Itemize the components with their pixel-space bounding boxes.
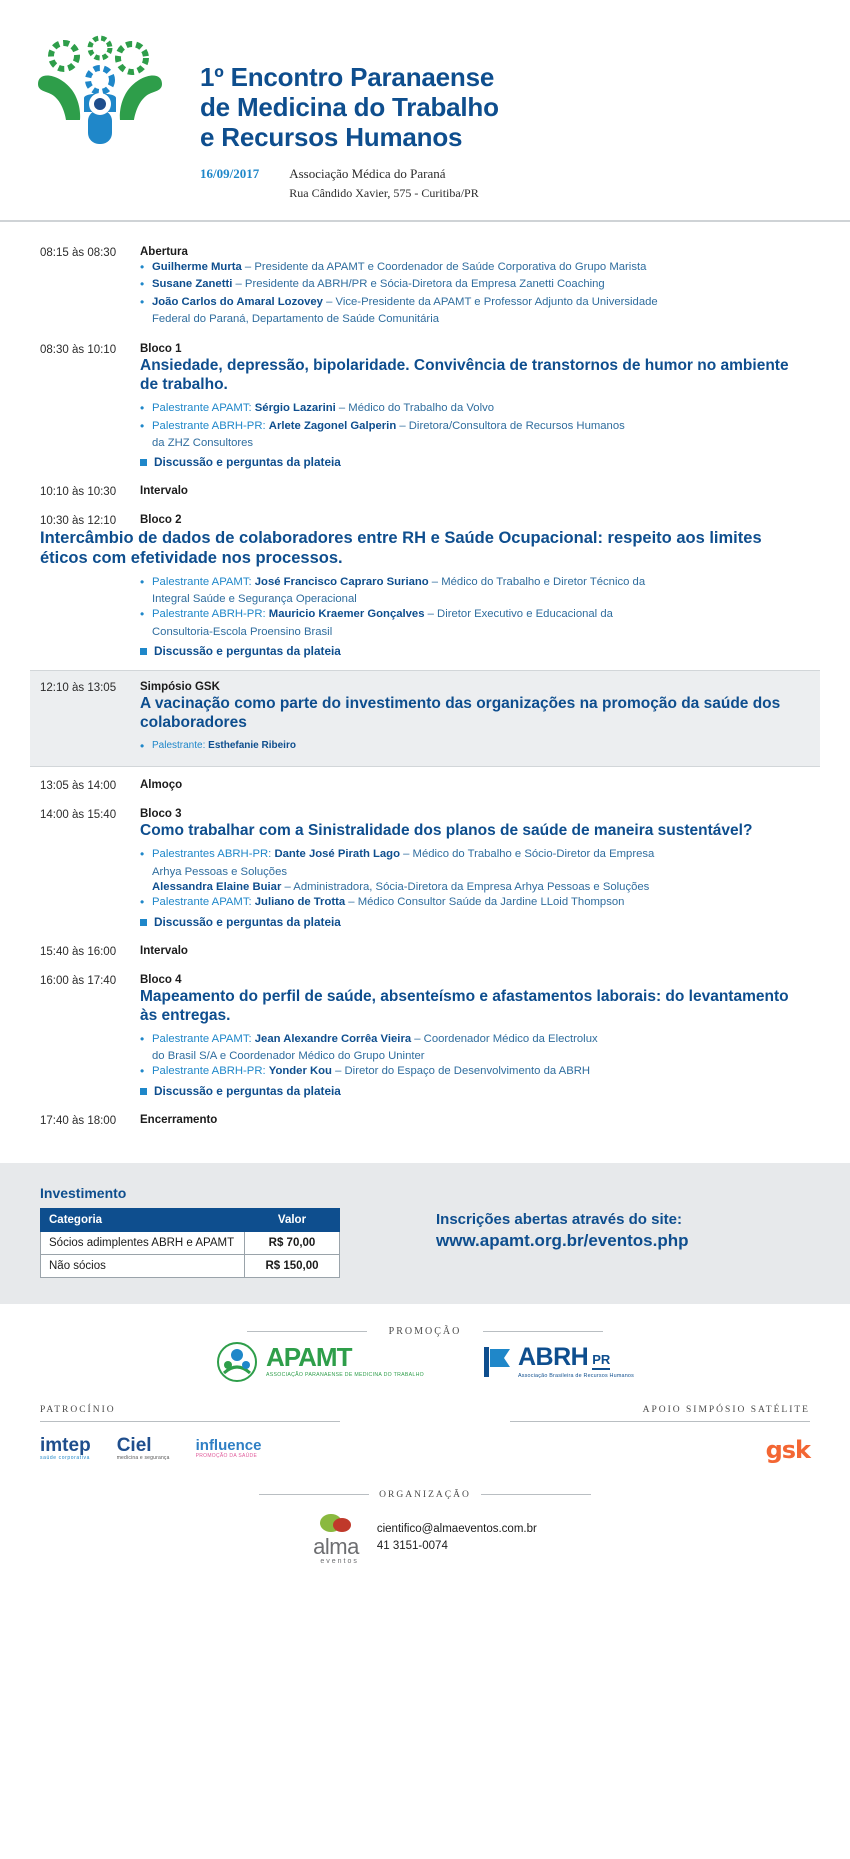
satellite-column <box>510 1405 810 1464</box>
org-contact <box>377 1521 537 1556</box>
speaker-list <box>140 260 810 327</box>
agenda-row-highlight <box>30 670 820 767</box>
cell-value: R$ 150,00 <box>245 1254 340 1277</box>
header <box>0 0 850 222</box>
discussion-item: Discussão e perguntas da plateia <box>140 1084 810 1098</box>
registration-cta <box>400 1185 810 1251</box>
registration-text: Inscrições abertas através do site: <box>436 1210 682 1228</box>
sponsor-title: PATROCÍNIO <box>40 1405 340 1422</box>
org-phone: 41 3151-0074 <box>376 1540 448 1553</box>
agenda-time: 08:30 às 10:10 <box>40 344 117 357</box>
speaker-list <box>140 847 810 910</box>
sponsor-logos <box>40 1436 340 1461</box>
imtep-tagline: saúde corporativa <box>40 1454 90 1461</box>
abrh-logo <box>484 1342 635 1379</box>
investment-section <box>0 1163 850 1304</box>
list-item: • Guilherme Murta – Presidente da APAMT e Coordenador de Saúde Corporativa do Grupo Marista <box>140 260 810 275</box>
sponsor-columns <box>40 1387 810 1464</box>
list-item-cont: Alessandra Elaine Buiar – Administradora, Sócia-Diretora da Empresa Arhya Pessoas e Soluções <box>152 881 650 894</box>
speaker-list <box>140 401 810 451</box>
satellite-title: APOIO SIMPÓSIO SATÉLITE <box>510 1405 810 1422</box>
list-item-cont: Federal do Paraná, Departamento de Saúde Comunitária <box>152 313 439 326</box>
agenda-time: 17:40 às 18:00 <box>40 1114 117 1127</box>
alma-leaf-icon <box>319 1512 353 1534</box>
agenda-time: 08:15 às 08:30 <box>40 246 117 259</box>
ciel-logo <box>117 1436 170 1461</box>
promoter-logos <box>40 1337 810 1387</box>
title-line-3: e Recursos Humanos <box>200 122 463 153</box>
agenda-label: Bloco 4 <box>140 973 182 986</box>
footer-logos <box>0 1304 850 1621</box>
organization-section <box>40 1464 810 1595</box>
speaker-list <box>140 575 810 640</box>
divider <box>481 1494 591 1495</box>
event-logo <box>0 28 200 154</box>
agenda-content <box>140 808 810 928</box>
list-item: • Palestrantes ABRH-PR: Dante José Pirath Lago – Médico do Trabalho e Sócio-Diretor da Empresa <box>140 847 810 862</box>
agenda-row <box>40 506 810 666</box>
column-header-value: Valor <box>245 1208 340 1231</box>
list-item-cont: Consultoria-Escola Proensino Brasil <box>152 625 333 638</box>
title-line-2: de Medicina do Trabalho <box>200 92 499 123</box>
list-item: • Palestrante: Esthefanie Ribeiro <box>140 739 810 753</box>
agenda-title: Como trabalhar com a Sinistralidade dos planos de saúde de maneira sustentável? <box>140 822 753 840</box>
agenda-row <box>40 477 810 506</box>
promo-heading <box>40 1326 810 1337</box>
speaker-list <box>140 1032 810 1080</box>
agenda-label: Simpósio GSK <box>140 680 220 693</box>
apamt-tagline: ASSOCIAÇÃO PARANAENSE DE MEDICINA DO TRABALHO <box>265 1372 424 1379</box>
agenda-label: Intervalo <box>140 944 188 957</box>
influence-wordmark: influence <box>195 1436 262 1454</box>
table-row <box>41 1231 340 1254</box>
agenda-row <box>40 937 810 966</box>
agenda-label: Encerramento <box>140 1113 218 1126</box>
list-item: • Palestrante APAMT: Juliano de Trotta – Médico Consultor Saúde da Jardine LLoid Thompson <box>140 895 810 910</box>
agenda-content <box>140 485 810 498</box>
agenda-row <box>40 800 810 936</box>
agenda-label: Almoço <box>140 779 183 792</box>
ciel-wordmark: Ciel <box>116 1434 152 1456</box>
table-header-row <box>41 1208 340 1231</box>
discussion-item: Discussão e perguntas da plateia <box>140 644 810 658</box>
agenda-time: 15:40 às 16:00 <box>40 945 117 958</box>
org-title: ORGANIZAÇÃO <box>379 1489 471 1500</box>
agenda-time: 12:10 às 13:05 <box>40 681 117 694</box>
apamt-emblem-icon <box>216 1341 258 1383</box>
agenda-content <box>140 1114 810 1127</box>
agenda-label: Bloco 1 <box>140 343 182 356</box>
list-item: • Palestrante APAMT: Jean Alexandre Corrêa Vieira – Coordenador Médico da Electrolux <box>140 1032 810 1047</box>
divider <box>483 1331 603 1332</box>
agenda-time: 10:30 às 12:10 <box>40 515 117 528</box>
title-line-1: 1º Encontro Paranaense <box>200 62 495 92</box>
event-venue <box>289 164 479 202</box>
abrh-tagline: Associação Brasileira de Recursos Humanos <box>517 1372 635 1379</box>
imtep-logo <box>40 1436 91 1461</box>
agenda-list <box>0 222 850 1153</box>
agenda-row <box>40 966 810 1106</box>
cell-category: Sócios adimplentes ABRH e APAMT <box>41 1231 245 1254</box>
agenda-row <box>40 238 810 335</box>
page-title <box>200 62 499 152</box>
list-item-cont: Integral Saúde e Segurança Operacional <box>152 592 357 605</box>
list-item: • Susane Zanetti – Presidente da ABRH/PR e Sócia-Diretora da Empresa Zanetti Coaching <box>140 277 810 292</box>
header-text <box>200 28 499 202</box>
agenda-title: Ansiedade, depressão, bipolaridade. Convivência de transtornos de humor no ambiente de trabalho. <box>140 357 789 394</box>
list-item: • Palestrante ABRH-PR: Mauricio Kraemer Gonçalves – Diretor Executivo e Educacional da <box>140 607 810 622</box>
imtep-wordmark: imtep <box>40 1434 91 1456</box>
influence-tagline: PROMOÇÃO DA SAÚDE <box>195 1452 258 1459</box>
agenda-label: Abertura <box>140 245 188 258</box>
divider <box>259 1494 369 1495</box>
org-heading <box>40 1490 810 1500</box>
apamt-logo <box>216 1341 424 1383</box>
agenda-time: 10:10 às 10:30 <box>40 486 117 499</box>
influence-logo <box>196 1438 262 1459</box>
divider <box>247 1331 367 1332</box>
agenda-content <box>140 343 810 469</box>
investment-title: Investimento <box>40 1184 127 1201</box>
agenda-title: Intercâmbio de dados de colaboradores entre RH e Saúde Ocupacional: respeito aos limites éticos com efetividade nos processos. <box>40 529 762 568</box>
gsk-logo: gsk <box>765 1435 810 1464</box>
agenda-label: Bloco 3 <box>140 808 182 821</box>
alma-wordmark: alma <box>313 1533 359 1559</box>
cell-value: R$ 70,00 <box>245 1231 340 1254</box>
ciel-tagline: medicina e segurança <box>116 1454 170 1461</box>
header-subinfo <box>200 164 499 202</box>
venue-address: Rua Cândido Xavier, 575 - Curitiba/PR <box>289 185 479 200</box>
org-content <box>40 1512 810 1565</box>
promo-title: PROMOÇÃO <box>377 1326 474 1337</box>
agenda-content <box>140 779 810 792</box>
agenda-time: 13:05 às 14:00 <box>40 780 117 793</box>
registration-link[interactable]: www.apamt.org.br/eventos.php <box>436 1230 689 1250</box>
agenda-row <box>40 335 810 477</box>
agenda-row <box>40 1106 810 1135</box>
list-item: • Palestrante ABRH-PR: Arlete Zagonel Galperin – Diretora/Consultora de Recursos Humanos <box>140 419 810 434</box>
abrh-badge: PR <box>592 1352 610 1370</box>
list-item: • Palestrante ABRH-PR: Yonder Kou – Diretor do Espaço de Desenvolvimento da ABRH <box>140 1064 810 1079</box>
org-email[interactable]: cientifico@almaeventos.com.br <box>376 1522 537 1535</box>
abrh-wordmark: ABRH <box>517 1342 589 1371</box>
agenda-time: 16:00 às 17:40 <box>40 974 117 987</box>
sponsor-column <box>40 1405 340 1464</box>
table-row <box>41 1254 340 1277</box>
agenda-time: 14:00 às 15:40 <box>40 809 117 822</box>
agenda-content <box>140 974 810 1098</box>
event-date: 16/09/2017 <box>200 166 260 182</box>
agenda-title: A vacinação como parte do investimento das organizações na promoção da saúde dos colaboradores <box>140 694 781 731</box>
list-item: • João Carlos do Amaral Lozovey – Vice-Presidente da APAMT e Professor Adjunto da Universidade <box>140 295 810 310</box>
discussion-item: Discussão e perguntas da plateia <box>140 455 810 469</box>
agenda-content <box>140 246 810 327</box>
agenda-label: Bloco 2 <box>140 514 182 527</box>
investment-table-wrap <box>40 1185 400 1278</box>
alma-logo <box>313 1512 359 1565</box>
pricing-table <box>40 1208 340 1278</box>
cell-category: Não sócios <box>41 1254 245 1277</box>
agenda-label: Intervalo <box>140 485 188 498</box>
agenda-content <box>140 681 810 754</box>
list-item: • Palestrante APAMT: José Francisco Capraro Suriano – Médico do Trabalho e Diretor Técnico da <box>140 575 810 590</box>
list-item-cont: da ZHZ Consultores <box>152 436 254 449</box>
agenda-content <box>140 945 810 958</box>
venue-name: Associação Médica do Paraná <box>289 166 446 182</box>
list-item: • Palestrante APAMT: Sérgio Lazarini – Médico do Trabalho da Volvo <box>140 401 810 416</box>
column-header-category: Categoria <box>41 1208 245 1231</box>
list-item-cont: do Brasil S/A e Coordenador Médico do Grupo Uninter <box>152 1049 425 1062</box>
apamt-wordmark: APAMT <box>265 1342 352 1373</box>
agenda-row <box>40 771 810 800</box>
list-item-cont: Arhya Pessoas e Soluções <box>152 865 288 878</box>
alma-tagline: eventos <box>320 1557 359 1565</box>
abrh-flag-icon <box>484 1347 510 1377</box>
agenda-title: Mapeamento do perfil de saúde, absenteísmo e afastamentos laborais: do levantamento às entregas. <box>140 987 789 1024</box>
discussion-item: Discussão e perguntas da plateia <box>140 915 810 929</box>
